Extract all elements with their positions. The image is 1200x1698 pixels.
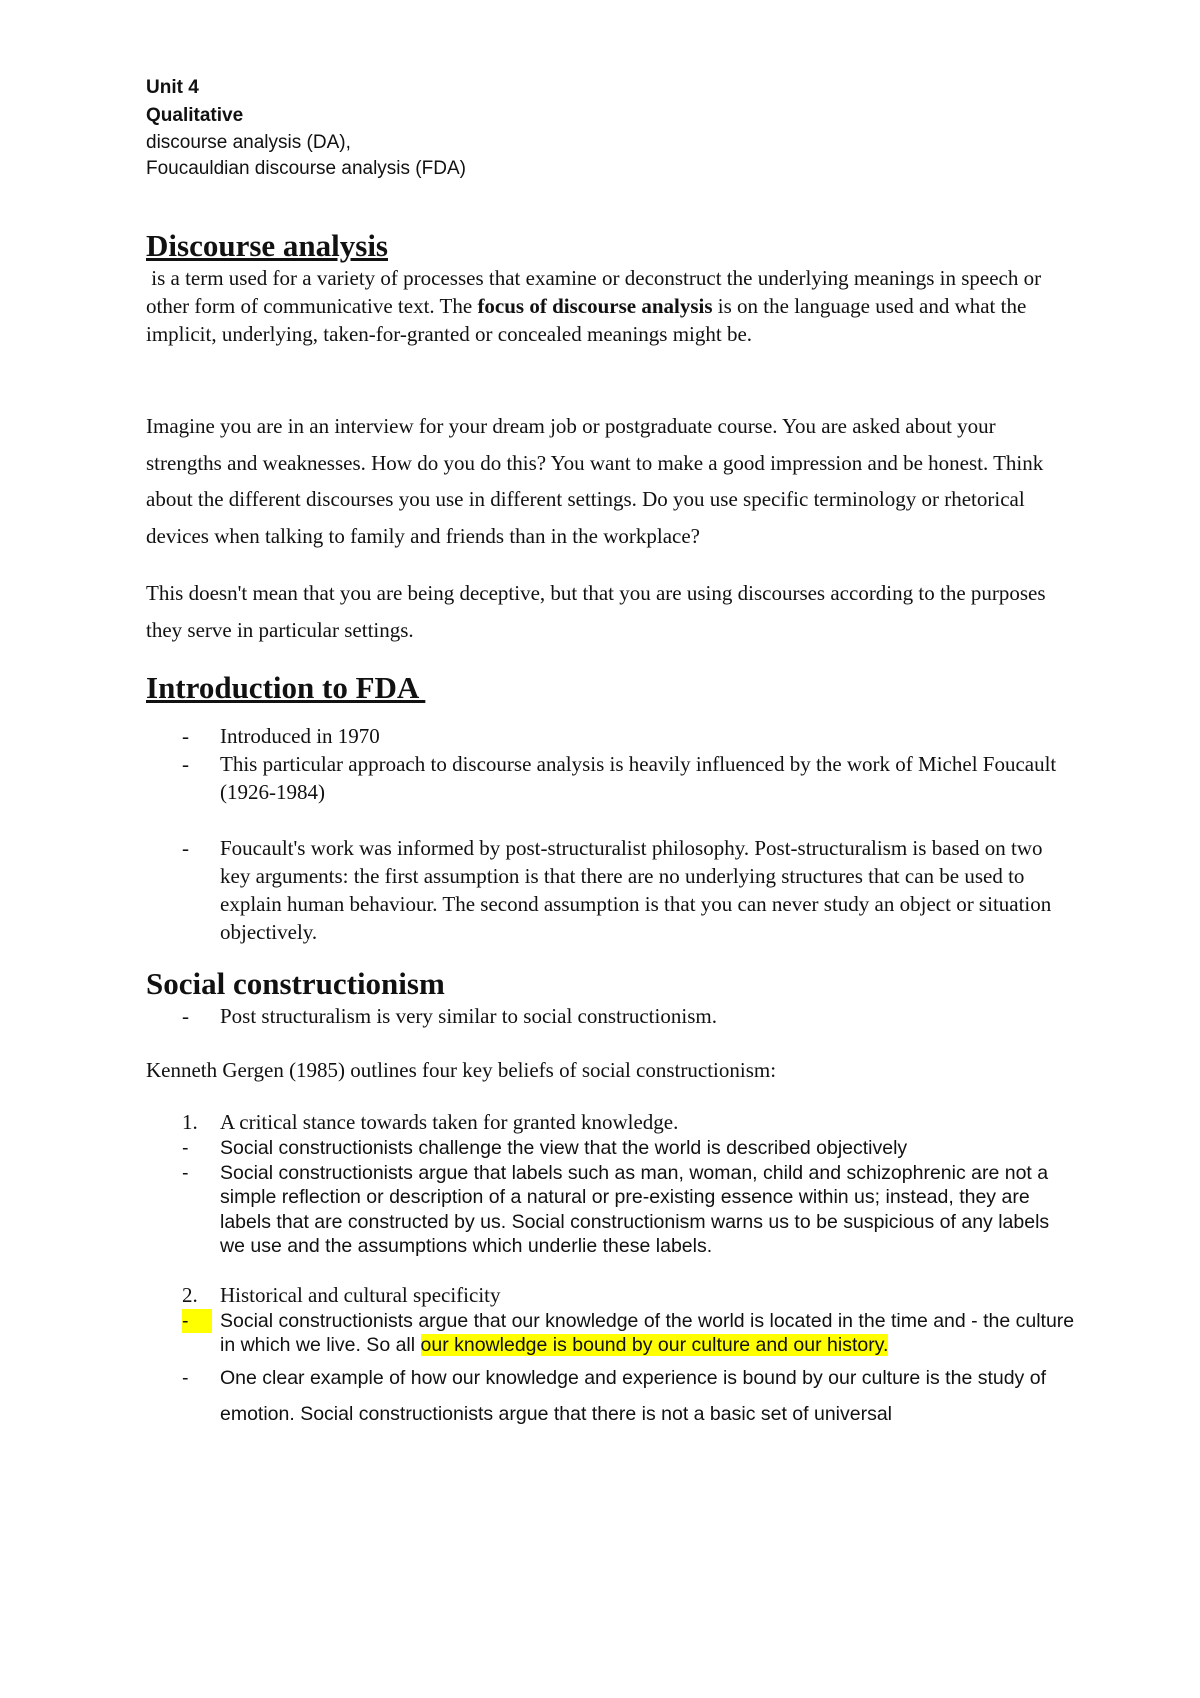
list-item: - Social constructionists argue that our knowledge of the world is located in the time and - the culture in which we live. So all our knowledge is bound by our culture and our history.	[182, 1309, 1075, 1356]
definition-bold: focus of discourse analysis	[477, 294, 713, 318]
interview-paragraph: Imagine you are in an interview for your dream job or postgraduate course. You are asked about your strengths and weaknesses. How do you do this? You want to make a good impression and be honest. Think about the different discourses you use in different settings. Do you use specific terminology or rhetorical devices when talking to family and friends than in the workplace?	[146, 414, 1044, 548]
numbered-item-2: 2. Historical and cultural specificity	[182, 1282, 501, 1307]
highlighted-dash: -	[182, 1309, 212, 1334]
list-item: - One clear example of how our knowledge and experience is bound by our culture is the study of emotion. Social constructionists argue that there is not a basic set of universal	[182, 1366, 1046, 1425]
definition-text-b: is on the language used and what the implicit, underlying, taken-for-granted or concealed meanings might be.	[146, 294, 1032, 346]
definition-text-a: is a term used for a variety of processes that examine or deconstruct the underlying meanings in speech or other form of communicative text. The	[146, 266, 1047, 318]
definition-paragraph	[146, 264, 1076, 348]
heading-social-constructionism: Social constructionism	[146, 966, 445, 1001]
highlighted-text: our knowledge is bound by our culture and our history.	[420, 1334, 889, 1356]
gergen-intro: Kenneth Gergen (1985) outlines four key beliefs of social constructionism:	[146, 1058, 777, 1082]
belief-2-list	[146, 1281, 1076, 1309]
header-line-fda: Foucauldian discourse analysis (FDA)	[146, 158, 466, 179]
header-line-da: discourse analysis (DA),	[146, 132, 351, 153]
list-item: - Social constructionists argue that labels such as man, woman, child and schizophrenic are not a simple reflection or description of a natural or pre-existing essence within us; instead, they are labels that are constructed by us. Social constructionism warns us to be suspicious of any labels we use and the assumptions which underlie these labels.	[182, 1161, 1050, 1257]
belief-1-bullets	[146, 1136, 1076, 1259]
sc-bullet-list	[146, 1002, 1076, 1030]
heading-introduction-fda: Introduction to FDA	[146, 670, 426, 705]
doc-header	[146, 74, 1076, 182]
subject-title: Qualitative	[146, 105, 244, 126]
belief-1-list	[146, 1108, 1076, 1136]
list-item: - Introduced in 1970	[182, 724, 380, 748]
list-item: - Post structuralism is very similar to social constructionism.	[182, 1004, 717, 1028]
fda-bullet-list	[146, 722, 1076, 946]
unit-title: Unit 4	[146, 77, 199, 98]
belief-2-bullets	[146, 1309, 1076, 1432]
list-item: - This particular approach to discourse analysis is heavily influenced by the work of Michel Foucault (1926-1984)	[182, 752, 1057, 804]
list-item: - Foucault's work was informed by post-structuralist philosophy. Post-structuralism is based on two key arguments: the first assumption is that there are no underlying structures that can be used to explain human behaviour. The second assumption is that you can never study an object or situation objectively.	[182, 836, 1052, 944]
list-item: - Social constructionists challenge the view that the world is described objectively	[182, 1137, 908, 1159]
numbered-item-1: 1. A critical stance towards taken for granted knowledge.	[182, 1110, 679, 1134]
document-body	[146, 74, 1076, 1432]
heading-discourse-analysis: Discourse analysis	[146, 228, 388, 263]
deceptive-paragraph: This doesn't mean that you are being deceptive, but that you are using discourses according to the purposes they serve in particular settings.	[146, 581, 1046, 642]
